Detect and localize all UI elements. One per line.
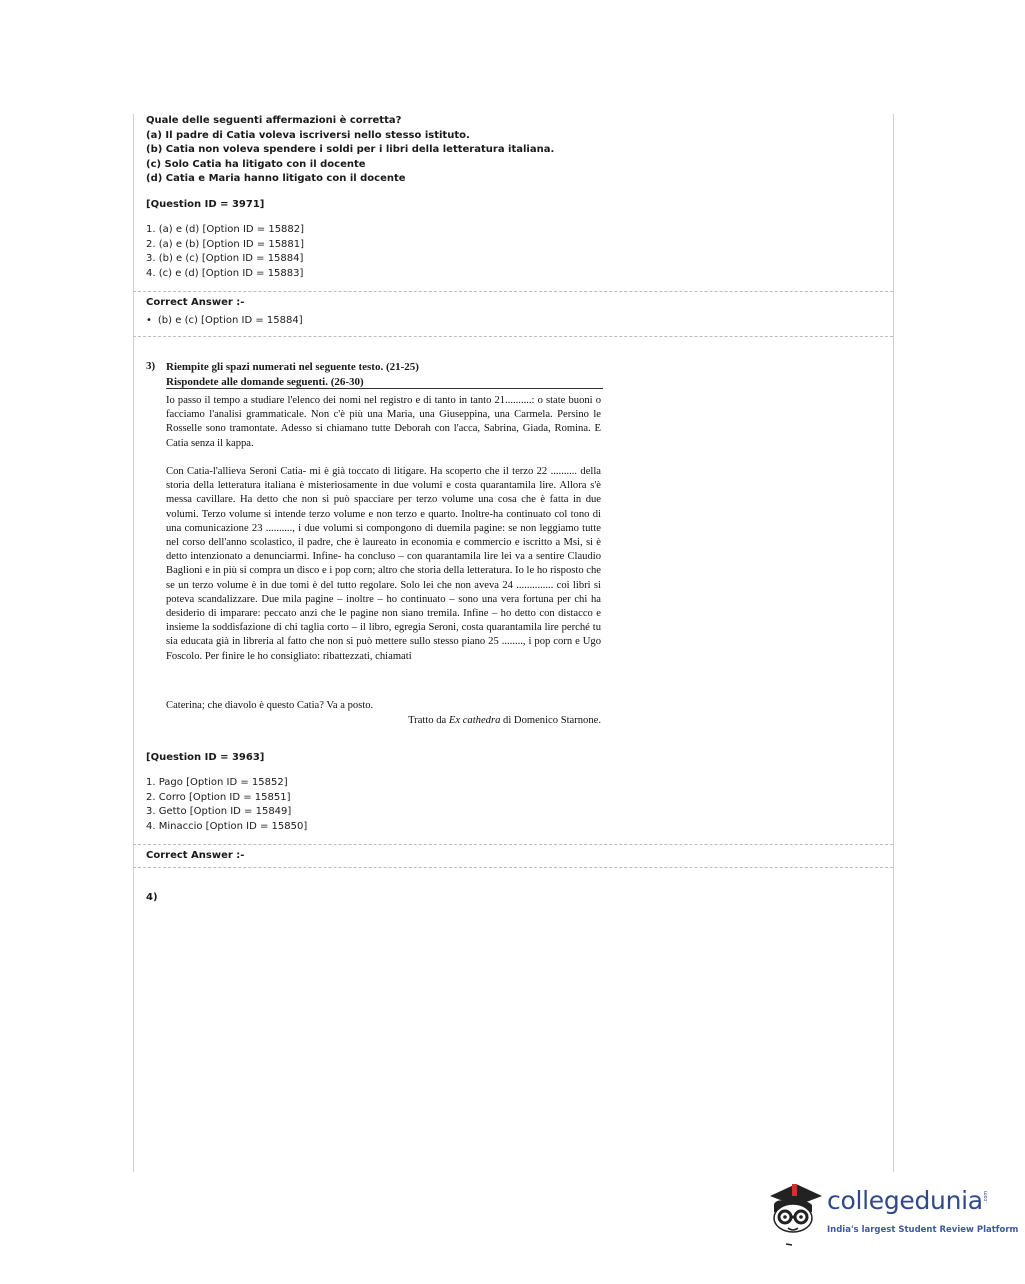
q2-stem: Quale delle seguenti affermazioni è corretta? [146, 115, 402, 126]
passage-text-2: Con Catia-l'allieva Seroni Catia- mi è già toccato di litigare. Ha scoperto che il terzo 22 .......... della storia della letteratura italiana è misteriosamente in due volumi e costa quarantamila lire. Allora s'è messa cavillare. Ha detto che non si può spacciare per terzo volume una cosa che è fatta in due volumi. Terzo volume si intende terzo volume e non terzo e quarto. Inoltre-ha continuato col tono di una comunicazione 23 .........., i due volumi si compongono di duemila pagine: se non leggiamo tutte nel corso dell'anno scolastico, il padre, che è laureato in economia e commercio e iscritto a Msi, si è detto intenzionato a denunciarmi. Infine- ha concluso – con quarantamila lire lei va a sentire Claudio Baglioni e in più si compra un disco e i pop corn; altro che storia della letteratura. Io le ho risposto che se un terzo volume è in due tomi è del tutto regolare. Solo lei che non aveva 24 .............. coi libri si poteva scandalizzare. Due mila pagine – inoltre – ho continuato – sono una vera fortuna per chi ha desiderio di imparare: peccato anzi che le pagine non siano tremila. Infine – ho detto con distacco e insieme la soddisfazione di chi taglia corto – il libro, egregia Seroni, costa quarantamila lire perché tu sia educata già in libreria al fatto che non si può mettere sullo stesso piano 25 ........, i pop corn e Ugo Foscolo. Per finire le ho consigliato: ribattezzati, chiamati [166, 466, 601, 662]
mascot-icon [766, 1178, 826, 1248]
source-prefix: Tratto da [408, 715, 449, 726]
q3-option-2: 2. Corro [Option ID = 15851] [146, 791, 291, 803]
q4-number: 4) [146, 892, 158, 903]
q2-block [146, 114, 746, 187]
q3-number: 3) [146, 360, 156, 372]
passage-paragraph-2 [166, 465, 601, 664]
passage-text-3: Caterina; che diavolo è questo Catia? Va a posto. [166, 700, 374, 711]
divider [133, 336, 893, 337]
q3-heading [166, 360, 419, 389]
q2-option-1: 1. (a) e (d) [Option ID = 15882] [146, 224, 305, 235]
passage-source [166, 714, 601, 728]
q2-question-id: [Question ID = 3971] [146, 199, 265, 210]
divider [133, 867, 893, 868]
q2-options [146, 223, 304, 281]
passage-paragraph-1 [166, 394, 601, 451]
q2-option-4: 4. (c) e (d) [Option ID = 15883] [146, 267, 304, 279]
q2-statement-a: (a) Il padre di Catia voleva iscriversi nello stesso istituto. [146, 129, 470, 141]
divider [133, 291, 893, 292]
q2-option-3: 3. (b) e (c) [Option ID = 15884] [146, 253, 304, 265]
q3-options [146, 776, 307, 834]
source-title: Ex cathedra [448, 715, 501, 726]
heading-rule [166, 388, 603, 389]
brand-name: collegedunia [827, 1186, 983, 1215]
brand-tagline: India's largest Student Review Platform [827, 1225, 1019, 1235]
q3-option-1: 1. Pago [Option ID = 15852] [146, 777, 288, 788]
q2-correct-label: Correct Answer :- [146, 297, 245, 308]
q2-correct-value: (b) e (c) [Option ID = 15884] [157, 315, 303, 326]
brand-domain: .com [983, 1190, 989, 1203]
passage-paragraph-3 [166, 699, 601, 713]
q2-correct-answer [146, 314, 303, 329]
q3-heading-2: Rispondete alle domande seguenti. (26-30) [166, 375, 364, 388]
q3-correct-label: Correct Answer :- [146, 850, 245, 861]
passage-text-1: Io passo il tempo a studiare l'elenco dei nomi nel registro e di tanto in tanto 21..........: o state buoni o facciamo l'analisi grammaticale. Non c'è più una Maria, una Giuseppina, una Carmela. Persino le Rosselle sono tramontate. Adesso si chiamano tutte Deborah con l'acca, Sabrina, Giada, Romina. E Catia senza il kappa. [166, 395, 601, 449]
bullet-icon: • [146, 315, 152, 326]
source-suffix: di Domenico Starnone. [500, 715, 601, 726]
q2-statement-b: (b) Catia non voleva spendere i soldi per i libri della letteratura italiana. [146, 144, 555, 156]
q2-statement-d: (d) Catia e Maria hanno litigato con il docente [146, 173, 406, 185]
q3-question-id: [Question ID = 3963] [146, 752, 265, 763]
q2-statement-c: (c) Solo Catia ha litigato con il docente [146, 158, 366, 170]
divider [133, 844, 893, 845]
q3-heading-1: Riempite gli spazi numerati nel seguente testo. (21-25) [166, 361, 419, 373]
q2-option-2: 2. (a) e (b) [Option ID = 15881] [146, 238, 305, 250]
q3-option-4: 4. Minaccio [Option ID = 15850] [146, 820, 308, 832]
q3-option-3: 3. Getto [Option ID = 15849] [146, 806, 292, 818]
